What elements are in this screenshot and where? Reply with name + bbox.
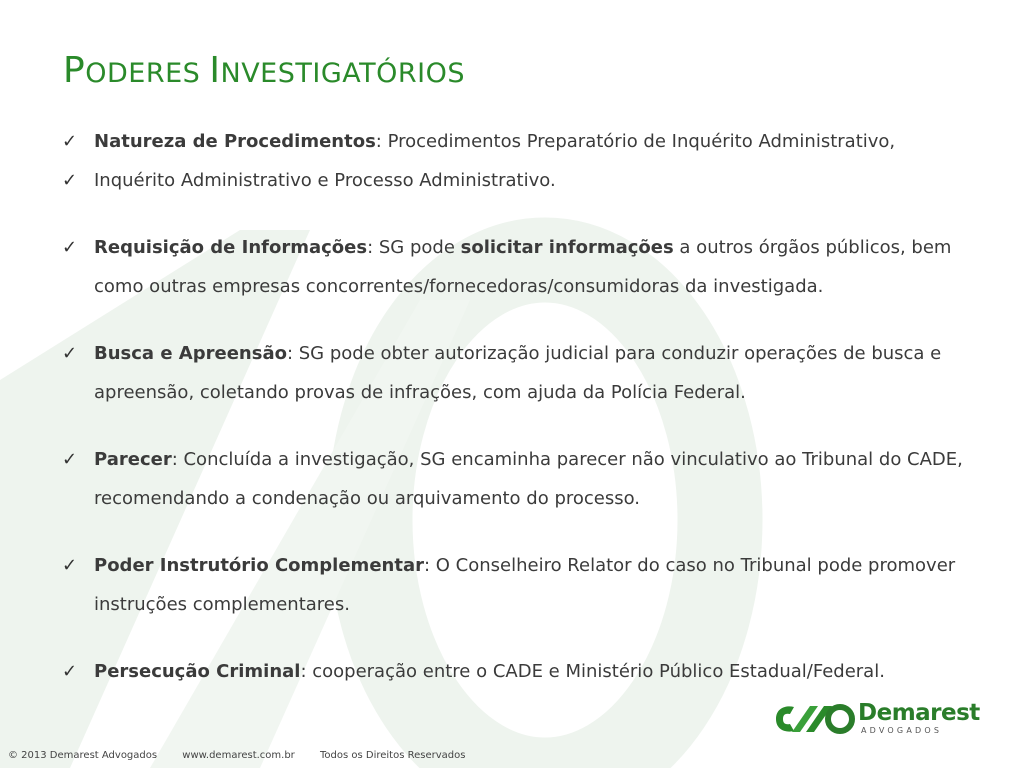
- bullet-poder: ✓ Poder Instrutório Complementar: O Conselheiro Relator do caso no Tribunal pode promover instruções complementares.: [62, 546, 1002, 624]
- logo-mark-icon: [772, 702, 856, 736]
- check-icon: ✓: [62, 449, 78, 470]
- logo-subtitle: ADVOGADOS: [861, 726, 943, 735]
- check-icon: ✓: [62, 131, 78, 152]
- bullet-requisicao: ✓ Requisição de Informações: SG pode solicitar informações a outros órgãos públicos, bem como outras empresas concorrentes/fornecedoras/consumidoras da investigada.: [62, 228, 1002, 306]
- bullet-list: [62, 122, 1002, 691]
- check-icon: ✓: [62, 555, 78, 576]
- footer-copyright: © 2013 Demarest Advogados: [8, 750, 158, 761]
- check-icon: ✓: [62, 170, 78, 191]
- check-icon: ✓: [62, 661, 78, 682]
- page-title: PODERES INVESTIGATÓRIOS: [63, 50, 465, 91]
- bullet-natureza: ✓ Natureza de Procedimentos: Procedimentos Preparatório de Inquérito Administrativo,: [62, 122, 1002, 161]
- bullet-busca: ✓ Busca e Apreensão: SG pode obter autorização judicial para conduzir operações de busca e apreensão, coletando provas de infrações, com ajuda da Polícia Federal.: [62, 334, 1002, 412]
- bullet-parecer: ✓ Parecer: Concluída a investigação, SG encaminha parecer não vinculativo ao Tribunal do CADE, recomendando a condenação ou arquivamento do processo.: [62, 440, 1002, 518]
- bullet-persecucao: ✓ Persecução Criminal: cooperação entre o CADE e Ministério Público Estadual/Federal.: [62, 652, 1002, 691]
- logo-name: Demarest: [858, 700, 980, 726]
- demarest-logo: [772, 700, 982, 740]
- footer-rights: Todos os Direitos Reservados: [319, 750, 466, 761]
- check-icon: ✓: [62, 237, 78, 258]
- footer: [8, 750, 487, 761]
- check-icon: ✓: [62, 343, 78, 364]
- footer-website: www.demarest.com.br: [182, 750, 295, 761]
- bullet-inquerito: ✓ Inquérito Administrativo e Processo Administrativo.: [62, 161, 1002, 200]
